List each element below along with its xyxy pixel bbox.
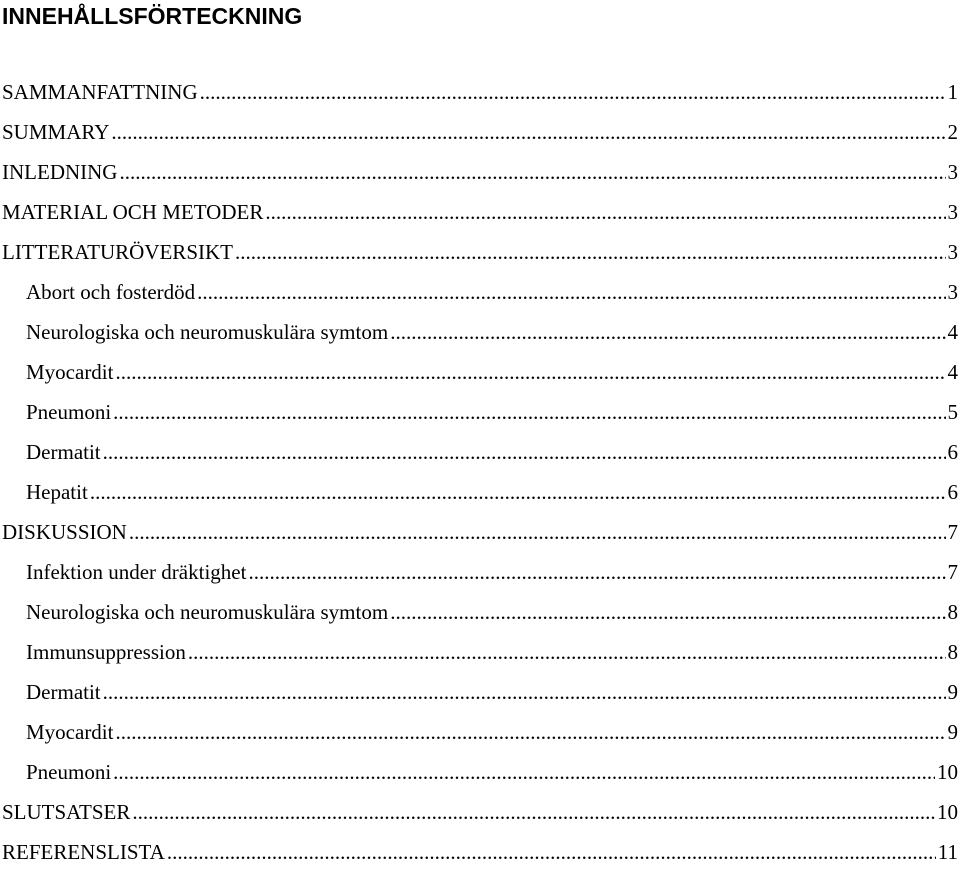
- toc-entry-page-number: 3: [948, 280, 960, 305]
- toc-entry[interactable]: [0, 80, 960, 120]
- dot-leader: [103, 680, 946, 705]
- toc-entry[interactable]: [0, 720, 960, 760]
- dot-leader: [200, 80, 946, 105]
- toc-entry-page-number: 11: [938, 840, 960, 865]
- toc-entry-label: Immunsuppression: [26, 640, 186, 665]
- dot-leader: [390, 320, 945, 345]
- toc-entry-page-number: 7: [948, 520, 960, 545]
- toc-entry-page-number: 5: [948, 400, 960, 425]
- toc-entry-page-number: 6: [948, 480, 960, 505]
- toc-entry-label: INLEDNING: [2, 160, 117, 185]
- toc-entry-label: Dermatit: [26, 440, 101, 465]
- toc-entry-page-number: 9: [948, 720, 960, 745]
- toc-entry-label: DISKUSSION: [2, 520, 127, 545]
- toc-entry-page-number: 10: [937, 800, 960, 825]
- toc-entry-label: Myocardit: [26, 720, 113, 745]
- dot-leader: [119, 160, 945, 185]
- toc-entry-label: Myocardit: [26, 360, 113, 385]
- dot-leader: [188, 640, 946, 665]
- toc-entry-page-number: 3: [948, 200, 960, 225]
- toc-entry-label: SLUTSATSER: [2, 800, 130, 825]
- toc-entry[interactable]: [0, 360, 960, 400]
- toc-entry-label: SUMMARY: [2, 120, 109, 145]
- toc-entry-label: Infektion under dräktighet: [26, 560, 246, 585]
- dot-leader: [248, 560, 945, 585]
- toc-entry[interactable]: [0, 840, 960, 880]
- toc-entry-page-number: 4: [948, 320, 960, 345]
- toc-entry-page-number: 2: [948, 120, 960, 145]
- dot-leader: [167, 840, 936, 865]
- toc-entry[interactable]: [0, 520, 960, 560]
- toc-entry-label: REFERENSLISTA: [2, 840, 165, 865]
- toc-entry[interactable]: [0, 400, 960, 440]
- toc-entry-label: Abort och fosterdöd: [26, 280, 195, 305]
- toc-entry-page-number: 3: [948, 160, 960, 185]
- toc-entry-page-number: 6: [948, 440, 960, 465]
- toc-entry-page-number: 8: [948, 640, 960, 665]
- toc-entry-label: Hepatit: [26, 480, 88, 505]
- toc-entry[interactable]: [0, 240, 960, 280]
- dot-leader: [235, 240, 946, 265]
- dot-leader: [197, 280, 945, 305]
- toc-entry[interactable]: [0, 320, 960, 360]
- toc-entry[interactable]: [0, 160, 960, 200]
- dot-leader: [90, 480, 946, 505]
- toc-entry[interactable]: [0, 280, 960, 320]
- toc-entry-page-number: 1: [948, 80, 960, 105]
- toc-entry-label: Neurologiska och neuromuskulära symtom: [26, 320, 388, 345]
- toc-list: [0, 80, 960, 880]
- dot-leader: [113, 760, 935, 785]
- toc-entry[interactable]: [0, 120, 960, 160]
- dot-leader: [115, 720, 945, 745]
- dot-leader: [113, 400, 945, 425]
- dot-leader: [390, 600, 945, 625]
- toc-entry[interactable]: [0, 480, 960, 520]
- toc-entry[interactable]: [0, 600, 960, 640]
- toc-entry-page-number: 10: [937, 760, 960, 785]
- toc-entry[interactable]: [0, 680, 960, 720]
- toc-entry-label: Pneumoni: [26, 400, 111, 425]
- dot-leader: [111, 120, 945, 145]
- toc-entry-label: Dermatit: [26, 680, 101, 705]
- toc-entry-page-number: 9: [948, 680, 960, 705]
- toc-entry-page-number: 4: [948, 360, 960, 385]
- toc-entry-page-number: 3: [948, 240, 960, 265]
- dot-leader: [132, 800, 935, 825]
- toc-entry[interactable]: [0, 760, 960, 800]
- dot-leader: [265, 200, 945, 225]
- dot-leader: [129, 520, 946, 545]
- toc-entry-label: SAMMANFATTNING: [2, 80, 198, 105]
- toc-entry-label: LITTERATURÖVERSIKT: [2, 240, 233, 265]
- toc-title: INNEHÅLLSFÖRTECKNING: [2, 2, 302, 30]
- toc-entry[interactable]: [0, 200, 960, 240]
- toc-entry[interactable]: [0, 560, 960, 600]
- toc-entry[interactable]: [0, 640, 960, 680]
- toc-entry-page-number: 8: [948, 600, 960, 625]
- toc-entry-label: Neurologiska och neuromuskulära symtom: [26, 600, 388, 625]
- toc-entry-label: Pneumoni: [26, 760, 111, 785]
- dot-leader: [115, 360, 945, 385]
- toc-entry[interactable]: [0, 440, 960, 480]
- toc-entry-page-number: 7: [948, 560, 960, 585]
- dot-leader: [103, 440, 946, 465]
- toc-entry[interactable]: [0, 800, 960, 840]
- toc-entry-label: MATERIAL OCH METODER: [2, 200, 263, 225]
